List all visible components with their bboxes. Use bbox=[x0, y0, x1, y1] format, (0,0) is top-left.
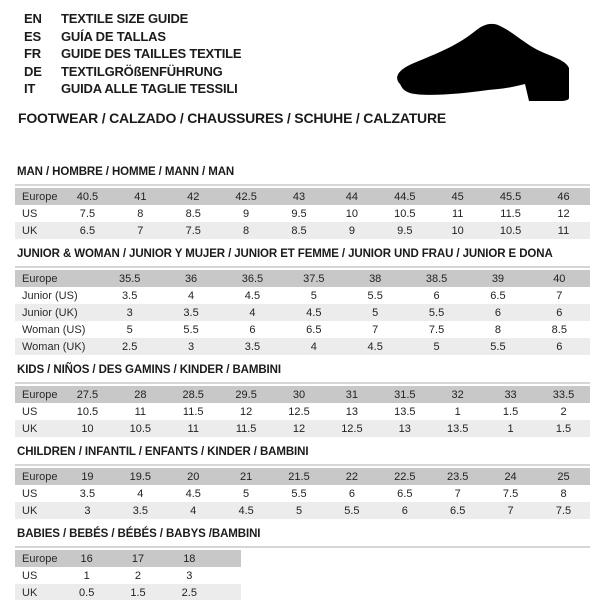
row-label: UK bbox=[22, 422, 38, 435]
size-cell: 13 bbox=[345, 405, 359, 418]
language-row bbox=[24, 10, 241, 28]
size-cell: 46 bbox=[557, 190, 570, 203]
table-row bbox=[15, 222, 590, 239]
size-cell: 4 bbox=[137, 487, 144, 500]
language-list bbox=[24, 10, 241, 98]
row-label: Europe bbox=[22, 388, 58, 401]
size-section bbox=[15, 364, 590, 437]
size-cell: 4.5 bbox=[367, 340, 383, 353]
size-cell: 2.5 bbox=[181, 586, 197, 599]
language-code: ES bbox=[24, 28, 41, 44]
size-cell: 12.5 bbox=[341, 422, 363, 435]
size-cell: 3.5 bbox=[79, 487, 96, 500]
size-cell: 6.5 bbox=[490, 289, 506, 302]
size-cell: 7.5 bbox=[185, 224, 201, 237]
table-row bbox=[15, 386, 590, 403]
size-cell: 11.5 bbox=[235, 422, 257, 435]
section-title: KIDS / NIÑOS / DES GAMINS / KINDER / BAMBINI bbox=[17, 364, 281, 376]
row-label: US bbox=[22, 405, 38, 418]
size-cell: 42.5 bbox=[235, 190, 257, 203]
size-cell: 10.5 bbox=[76, 405, 99, 418]
size-cell: 3 bbox=[186, 569, 193, 582]
size-section bbox=[15, 248, 590, 355]
section-title: CHILDREN / INFANTIL / ENFANTS / KINDER / BAMBINI bbox=[17, 446, 309, 458]
size-cell: 12.5 bbox=[288, 405, 310, 418]
size-cell: 12 bbox=[557, 207, 570, 220]
size-cell: 5.5 bbox=[490, 340, 506, 353]
table-row bbox=[15, 321, 590, 338]
size-cell: 36.5 bbox=[241, 272, 264, 285]
size-cell: 9 bbox=[348, 224, 355, 237]
size-cell: 3 bbox=[188, 340, 195, 353]
size-cell: 1 bbox=[454, 405, 461, 418]
size-cell: 4 bbox=[249, 306, 256, 319]
size-cell: 9.5 bbox=[397, 224, 413, 237]
table-row bbox=[15, 287, 590, 304]
table-row bbox=[15, 338, 590, 355]
size-cell: 22.5 bbox=[394, 470, 416, 483]
size-cell: 3.5 bbox=[183, 306, 199, 319]
size-cell: 5.5 bbox=[183, 323, 199, 336]
size-table bbox=[15, 550, 241, 600]
size-cell: 6 bbox=[494, 306, 501, 319]
size-cell: 1.5 bbox=[130, 586, 146, 599]
row-label: Europe bbox=[22, 272, 58, 285]
size-cell: 3 bbox=[84, 504, 91, 517]
size-cell: 42 bbox=[187, 190, 200, 203]
size-cell: 33.5 bbox=[552, 388, 575, 401]
size-cell: 8.5 bbox=[291, 224, 307, 237]
row-label: Junior (US) bbox=[22, 289, 78, 302]
table-row bbox=[15, 468, 590, 485]
size-cell: 31.5 bbox=[394, 388, 416, 401]
size-cell: 6 bbox=[401, 504, 408, 517]
table-row bbox=[15, 502, 590, 519]
size-cell: 1 bbox=[83, 569, 90, 582]
size-cell: 5 bbox=[433, 340, 440, 353]
size-cell: 6 bbox=[556, 340, 563, 353]
size-cell: 4.5 bbox=[244, 289, 261, 302]
size-cell: 3.5 bbox=[244, 340, 261, 353]
size-cell: 29.5 bbox=[235, 388, 257, 401]
table-row bbox=[15, 420, 590, 437]
size-cell: 7.5 bbox=[502, 487, 519, 500]
row-label: UK bbox=[22, 586, 38, 599]
size-cell: 25 bbox=[557, 470, 570, 483]
size-cell: 22 bbox=[345, 470, 359, 483]
size-cell: 33 bbox=[504, 388, 517, 401]
size-cell: 11.5 bbox=[500, 207, 521, 220]
size-cell: 5.5 bbox=[344, 504, 360, 517]
size-cell: 19 bbox=[81, 470, 94, 483]
row-label: US bbox=[22, 569, 38, 582]
size-cell: 44 bbox=[345, 190, 359, 203]
size-table-wrap bbox=[15, 464, 590, 519]
size-cell: 8 bbox=[137, 207, 144, 220]
size-cell: 6 bbox=[556, 306, 563, 319]
size-cell: 44.5 bbox=[394, 190, 416, 203]
size-cell: 38.5 bbox=[425, 272, 448, 285]
row-label: Woman (UK) bbox=[22, 340, 86, 353]
table-row bbox=[15, 584, 241, 600]
size-cell: 11.5 bbox=[182, 405, 204, 418]
size-cell: 5 bbox=[310, 289, 317, 302]
size-cell: 8 bbox=[560, 487, 567, 500]
language-row bbox=[24, 28, 241, 46]
size-cell: 10.5 bbox=[394, 207, 416, 220]
size-cell: 5 bbox=[372, 306, 379, 319]
size-cell: 6 bbox=[433, 289, 440, 302]
size-cell: 17 bbox=[131, 552, 145, 565]
dress-shoe-icon bbox=[390, 12, 580, 107]
size-cell: 4 bbox=[190, 504, 197, 517]
size-table bbox=[15, 468, 590, 519]
size-section bbox=[15, 528, 590, 600]
language-code: DE bbox=[24, 63, 42, 79]
size-cell: 11 bbox=[187, 422, 199, 435]
table-row bbox=[15, 188, 590, 205]
size-cell: 7.5 bbox=[428, 323, 445, 336]
size-cell: 7.5 bbox=[79, 207, 96, 220]
size-cell: 45.5 bbox=[499, 190, 522, 203]
size-section bbox=[15, 446, 590, 519]
table-row bbox=[15, 567, 241, 584]
size-cell: 6.5 bbox=[450, 504, 466, 517]
row-label: Europe bbox=[22, 470, 58, 483]
size-cell: 20 bbox=[187, 470, 200, 483]
size-cell: 9 bbox=[243, 207, 250, 220]
filler-cell bbox=[215, 567, 241, 584]
size-cell: 39 bbox=[491, 272, 505, 285]
size-cell: 40.5 bbox=[76, 190, 99, 203]
size-cell: 10 bbox=[451, 224, 464, 237]
language-row bbox=[24, 45, 241, 63]
size-cell: 37.5 bbox=[303, 272, 325, 285]
size-cell: 10 bbox=[345, 207, 359, 220]
size-cell: 7 bbox=[454, 487, 461, 500]
size-table-wrap bbox=[15, 266, 590, 355]
language-code: EN bbox=[24, 11, 42, 26]
size-cell: 7 bbox=[137, 224, 144, 237]
size-cell: 13.5 bbox=[394, 405, 416, 418]
language-label: TEXTILE SIZE GUIDE bbox=[61, 11, 189, 26]
size-cell: 12 bbox=[292, 422, 306, 435]
size-cell: 1.5 bbox=[502, 405, 519, 418]
size-cell: 7 bbox=[372, 323, 379, 336]
size-cell: 6.5 bbox=[397, 487, 413, 500]
table-row bbox=[15, 485, 590, 502]
size-cell: 5.5 bbox=[367, 289, 383, 302]
size-cell: 40 bbox=[553, 272, 566, 285]
size-cell: 4.5 bbox=[185, 487, 201, 500]
size-cell: 0.5 bbox=[79, 586, 95, 599]
size-cell: 5.5 bbox=[291, 487, 307, 500]
size-cell: 24 bbox=[504, 470, 517, 483]
language-label: GUIDE DES TAILLES TEXTILE bbox=[61, 46, 242, 62]
size-cell: 11 bbox=[134, 405, 147, 418]
size-cell: 21 bbox=[239, 470, 253, 483]
size-cell: 6.5 bbox=[79, 224, 96, 237]
size-cell: 3.5 bbox=[132, 504, 148, 517]
size-cell: 2 bbox=[560, 405, 567, 418]
size-cell: 11 bbox=[451, 207, 464, 220]
size-cell: 21.5 bbox=[288, 470, 310, 483]
size-cell: 6.5 bbox=[306, 323, 322, 336]
size-cell: 4 bbox=[188, 289, 195, 302]
table-row bbox=[15, 270, 590, 287]
table-row bbox=[15, 205, 590, 222]
size-table bbox=[15, 188, 590, 239]
row-label: US bbox=[22, 207, 38, 220]
size-cell: 13 bbox=[398, 422, 411, 435]
size-cell: 12 bbox=[239, 405, 253, 418]
language-row bbox=[24, 80, 241, 98]
size-cell: 8 bbox=[494, 323, 501, 336]
size-table bbox=[15, 270, 590, 355]
size-cell: 41 bbox=[134, 190, 147, 203]
size-cell: 8.5 bbox=[551, 323, 567, 336]
size-cell: 10.5 bbox=[499, 224, 522, 237]
section-title: JUNIOR & WOMAN / JUNIOR Y MUJER / JUNIOR ET FEMME / JUNIOR UND FRAU / JUNIOR E DONA bbox=[17, 248, 553, 260]
category-title: FOOTWEAR / CALZADO / CHAUSSURES / SCHUHE / CALZATURE bbox=[18, 110, 447, 126]
row-label: UK bbox=[22, 504, 38, 517]
size-cell: 5.5 bbox=[428, 306, 445, 319]
size-section bbox=[15, 166, 590, 239]
size-cell: 5 bbox=[295, 504, 303, 517]
row-label: Europe bbox=[22, 552, 58, 565]
size-cell: 4 bbox=[310, 340, 317, 353]
size-cell: 7 bbox=[507, 504, 514, 517]
language-label: TEXTILGRÖßENFÜHRUNG bbox=[61, 63, 223, 79]
size-table bbox=[15, 386, 590, 437]
size-cell: 10.5 bbox=[129, 422, 152, 435]
size-cell: 3 bbox=[126, 306, 133, 319]
size-table-wrap bbox=[15, 184, 590, 239]
filler-cell bbox=[215, 584, 241, 600]
size-cell: 2.5 bbox=[122, 340, 138, 353]
table-row bbox=[15, 403, 590, 420]
row-label: Woman (US) bbox=[22, 323, 86, 336]
section-title: BABIES / BEBÉS / BÉBÉS / BABYS /BAMBINI bbox=[17, 528, 261, 540]
size-cell: 6 bbox=[249, 323, 256, 336]
size-cell: 19.5 bbox=[129, 470, 152, 483]
size-table-wrap bbox=[15, 546, 590, 600]
language-label: GUIDA ALLE TAGLIE TESSILI bbox=[61, 81, 238, 97]
size-cell: 1 bbox=[507, 422, 514, 435]
size-cell: 9.5 bbox=[291, 207, 307, 220]
size-cell: 3.5 bbox=[122, 289, 138, 302]
size-cell: 23.5 bbox=[446, 470, 469, 483]
size-cell: 31 bbox=[345, 388, 359, 401]
language-code: IT bbox=[24, 81, 36, 97]
size-cell: 32 bbox=[451, 388, 464, 401]
size-cell: 27.5 bbox=[76, 388, 99, 401]
language-label: GUÍA DE TALLAS bbox=[61, 28, 166, 44]
table-row bbox=[15, 550, 241, 567]
section-title: MAN / HOMBRE / HOMME / MANN / MAN bbox=[17, 166, 235, 178]
size-cell: 7.5 bbox=[555, 504, 572, 517]
size-cell: 16 bbox=[80, 552, 93, 565]
size-cell: 8.5 bbox=[185, 207, 201, 220]
size-cell: 18 bbox=[183, 552, 196, 565]
size-cell: 35.5 bbox=[118, 272, 141, 285]
size-cell: 5 bbox=[243, 487, 250, 500]
size-cell: 45 bbox=[451, 190, 464, 203]
size-cell: 38 bbox=[369, 272, 382, 285]
size-cell: 1.5 bbox=[555, 422, 572, 435]
size-cell: 43 bbox=[292, 190, 306, 203]
size-cell: 30 bbox=[292, 388, 306, 401]
size-cell: 28.5 bbox=[182, 388, 204, 401]
row-label: US bbox=[22, 487, 38, 500]
row-label: UK bbox=[22, 224, 38, 237]
size-cell: 2 bbox=[134, 569, 142, 582]
size-cell: 4.5 bbox=[238, 504, 254, 517]
size-cell: 28 bbox=[134, 388, 147, 401]
row-label: Junior (UK) bbox=[22, 306, 78, 319]
size-cell: 10 bbox=[81, 422, 94, 435]
size-table-wrap bbox=[15, 382, 590, 437]
language-row bbox=[24, 63, 241, 81]
table-row bbox=[15, 304, 590, 321]
size-cell: 36 bbox=[184, 272, 198, 285]
filler-cell bbox=[215, 550, 241, 567]
size-cell: 5 bbox=[126, 323, 133, 336]
row-label: Europe bbox=[22, 190, 58, 203]
size-cell: 8 bbox=[243, 224, 250, 237]
size-tables bbox=[15, 166, 590, 600]
size-cell: 7 bbox=[556, 289, 563, 302]
size-cell: 11 bbox=[557, 224, 570, 237]
size-cell: 4.5 bbox=[306, 306, 322, 319]
language-code: FR bbox=[24, 46, 41, 62]
size-cell: 13.5 bbox=[446, 422, 469, 435]
size-cell: 6 bbox=[348, 487, 355, 500]
